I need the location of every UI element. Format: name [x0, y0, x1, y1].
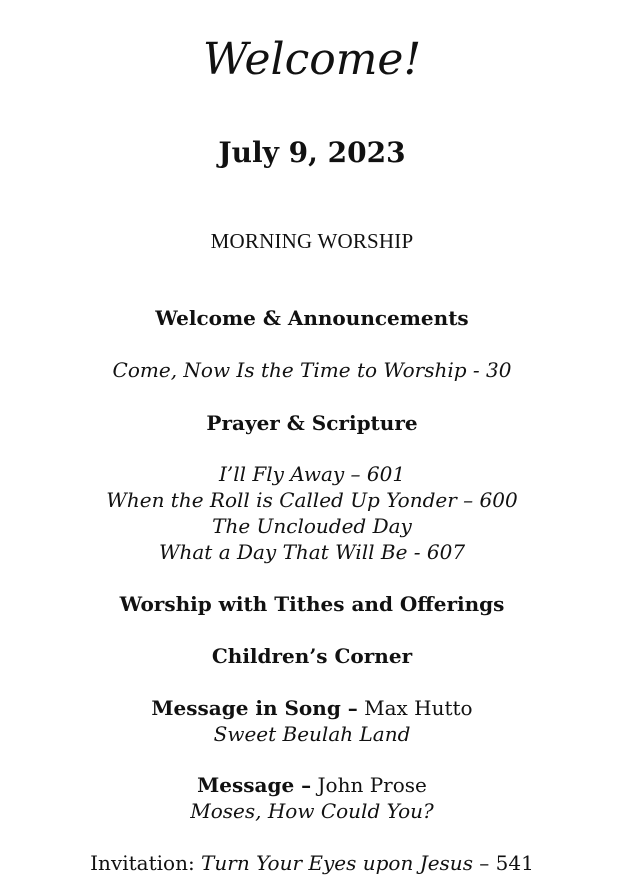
message-in-song-line — [0, 698, 624, 718]
invitation-label: Invitation: — [90, 851, 202, 875]
welcome-announcements-heading: Welcome & Announcements — [155, 306, 469, 330]
song-2: When the Roll is Called Up Yonder – 600 — [106, 488, 518, 512]
message-in-song-label: Message in Song – — [151, 696, 358, 720]
childrens-corner-heading: Children’s Corner — [211, 644, 413, 668]
service-date: July 9, 2023 — [218, 136, 406, 169]
worship-tithes-heading: Worship with Tithes and Offerings — [119, 592, 505, 616]
message-in-song-title: Sweet Beulah Land — [213, 722, 411, 746]
welcome-title: Welcome! — [202, 34, 422, 85]
service-name: MORNING WORSHIP — [210, 229, 414, 253]
invitation-song: Turn Your Eyes upon Jesus — [201, 851, 473, 875]
invitation-number: – 541 — [472, 851, 534, 875]
message-title: Moses, How Could You? — [190, 799, 434, 823]
message-in-song-performer: Max Hutto — [357, 696, 473, 720]
invitation-line — [0, 853, 624, 873]
opening-song: Come, Now Is the Time to Worship - 30 — [112, 358, 512, 382]
message-line — [0, 775, 624, 795]
song-1: I’ll Fly Away – 601 — [218, 462, 406, 486]
song-3: The Unclouded Day — [212, 514, 412, 538]
prayer-scripture-heading: Prayer & Scripture — [206, 411, 418, 435]
song-4: What a Day That Will Be - 607 — [158, 540, 466, 564]
message-label: Message – — [197, 773, 312, 797]
message-speaker: John Prose — [311, 773, 427, 797]
